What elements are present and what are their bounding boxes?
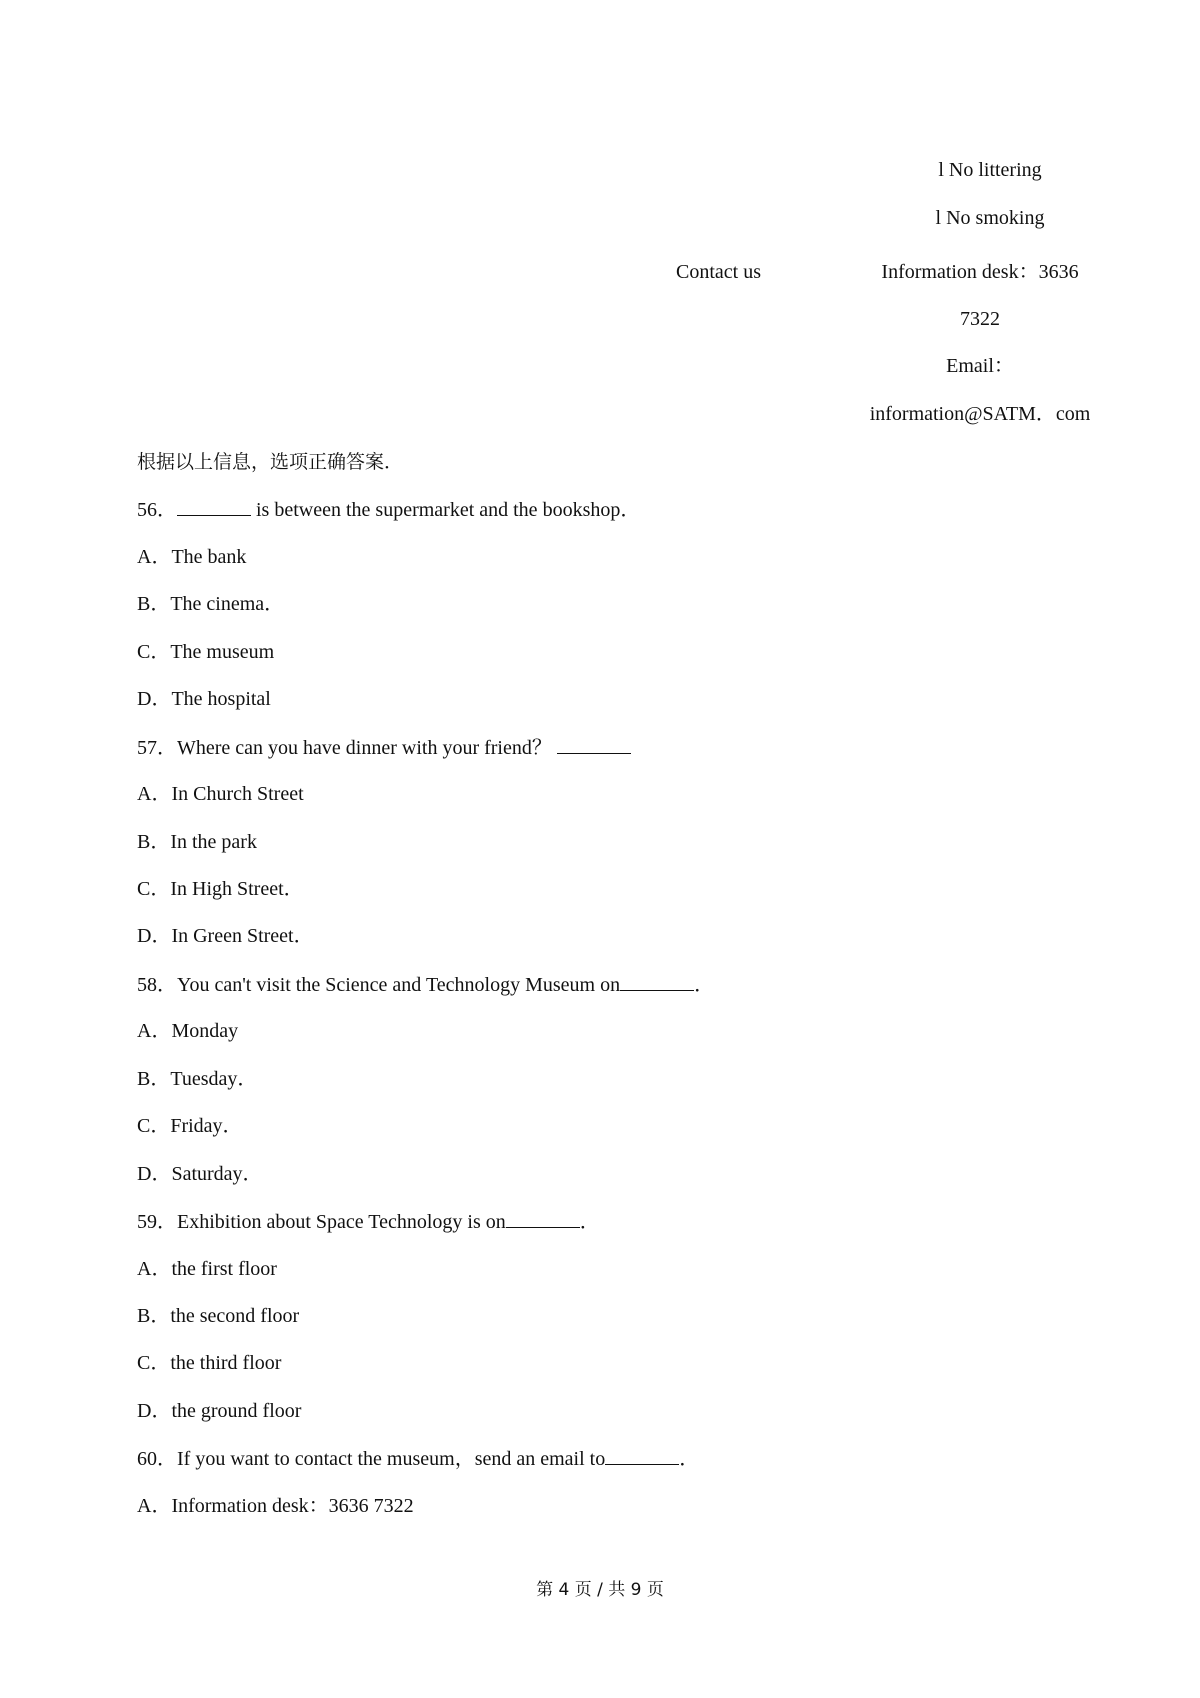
q58-option-c: C．Friday． [137,1115,243,1137]
q56-option-b: B．The cinema． [137,593,285,615]
question-60-suffix: ． [679,1448,700,1470]
question-56-prefix: 56． [137,499,177,521]
q56-option-c: C．The museum [137,641,275,663]
q58-option-a: A．Monday [137,1020,239,1042]
q59-option-b: B．the second floor [137,1305,300,1327]
answer-blank [605,1446,679,1465]
answer-blank [557,735,631,754]
contact-label: Contact us [676,261,761,283]
contact-info-desk-cont: 7322 [960,308,1000,330]
q57-option-b: B．In the park [137,831,257,853]
question-59 [137,1209,600,1234]
contact-info-desk: Information desk：3636 [881,261,1079,283]
q59-option-c: C．the third floor [137,1352,282,1374]
q60-option-a: A．Information desk：3636 7322 [137,1495,414,1517]
q57-option-c: C．In High Street． [137,878,304,900]
q56-option-d: D．The hospital [137,688,271,710]
contact-email-address: information@SATM．com [869,403,1091,425]
contact-email-label: Email： [946,355,1014,377]
question-60-prefix: 60．If you want to contact the museum，send an email to [137,1448,606,1470]
question-58-suffix: ． [694,974,715,996]
question-57 [137,735,631,760]
question-56-suffix: is between the supermarket and the bookshop． [251,499,641,521]
question-56 [137,497,640,522]
q59-option-a: A．the first floor [137,1258,277,1280]
question-60 [137,1446,699,1471]
question-58 [137,972,714,997]
answer-blank [506,1209,580,1228]
page-footer: 第 4 页 / 共 9 页 [536,1580,664,1600]
q59-option-d: D．the ground floor [137,1400,302,1422]
question-59-prefix: 59．Exhibition about Space Technology is on [137,1211,506,1233]
q58-option-b: B．Tuesday． [137,1068,258,1090]
answer-blank [177,497,251,516]
instruction-text: 根据以上信息，选项正确答案． [137,451,404,473]
q58-option-d: D．Saturday． [137,1163,263,1185]
rule-no-smoking: l No smoking [935,207,1045,229]
answer-blank [620,972,694,991]
question-59-suffix: ． [579,1211,600,1233]
rule-no-littering: l No littering [938,159,1042,181]
q56-option-a: A．The bank [137,546,247,568]
question-57-prefix: 57．Where can you have dinner with your friend？ [137,737,552,759]
q57-option-a: A．In Church Street [137,783,304,805]
q57-option-d: D．In Green Street． [137,925,314,947]
question-58-prefix: 58．You can't visit the Science and Technology Museum on [137,974,621,996]
